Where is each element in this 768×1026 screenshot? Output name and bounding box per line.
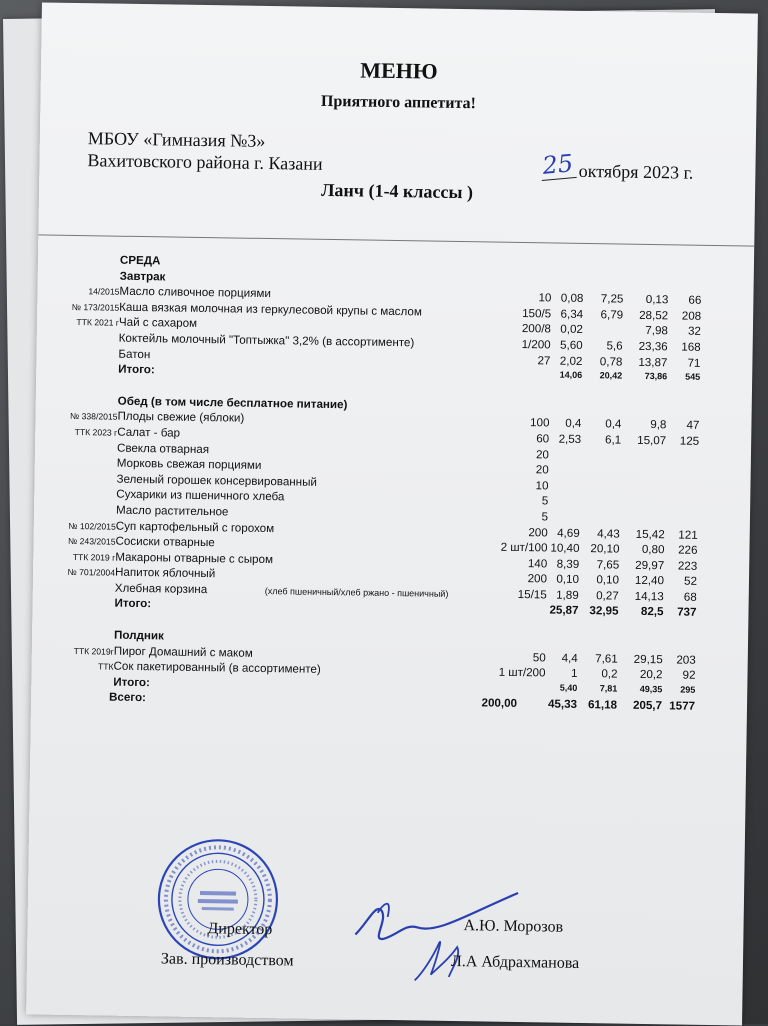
item-weight: 27 <box>537 353 551 368</box>
item-name: Суп картофельный с горохом <box>115 519 275 535</box>
item-fat: 20,10 <box>590 542 620 556</box>
snack-total: Итого: 5,40 7,81 49,35 295 <box>113 675 696 695</box>
item-protein: 6,34 <box>560 307 584 321</box>
item-name: Масло растительное <box>115 503 229 519</box>
item-fat: 7,25 <box>600 292 624 306</box>
item-kcal: 68 <box>683 590 697 604</box>
item-protein: 0,10 <box>556 572 580 587</box>
item-fat: 6,1 <box>604 433 622 447</box>
round-seal-stamp <box>155 836 281 962</box>
item-protein: 1,89 <box>556 588 579 602</box>
item-weight: 1/200 <box>521 337 551 352</box>
item-fat: 6,79 <box>600 308 624 322</box>
item-kcal: 52 <box>683 574 698 589</box>
item-kcal: 121 <box>678 528 698 542</box>
item-name: Коктейль молочный "Топтыжка" 3,2% (в ассортименте) <box>118 331 415 350</box>
item-carbs: 12,40 <box>634 574 665 588</box>
date-month-year: октября 2023 г. <box>578 160 694 183</box>
lunch-heading: Ланч (1-4 классы ) <box>320 179 474 203</box>
item-name: Морковь свежая порциями <box>116 456 262 473</box>
director-name: А.Ю. Морозов <box>463 917 564 936</box>
item-protein: 1 <box>570 667 578 681</box>
item-kcal: 203 <box>676 653 696 667</box>
item-name: Пирог Домашний с маком <box>113 644 253 660</box>
item-name: Сок пакетированный (в ассортименте) <box>113 659 321 677</box>
item-fat: 0,10 <box>596 573 620 587</box>
item-code: ТТК <box>97 661 114 672</box>
lunch-items <box>33 409 752 607</box>
item-weight: 100 <box>530 416 550 430</box>
item-carbs: 7,98 <box>645 324 669 338</box>
item-code: ТТК 2019г <box>73 645 114 657</box>
item-protein: 10,40 <box>550 541 580 556</box>
page-title: МЕНЮ <box>360 57 438 84</box>
item-name-note: (хлеб пшеничный/хлеб ржано - пшеничный) <box>264 585 449 599</box>
item-fat: 7,61 <box>595 651 618 666</box>
item-weight: 10 <box>535 478 549 493</box>
breakfast-total: Итого: 14,06 20,42 73,86 545 <box>118 362 701 382</box>
item-name: Зеленый горошек консервированный <box>116 472 318 489</box>
school-district: Вахитовского района г. Казани <box>87 150 323 174</box>
item-protein: 8,39 <box>556 557 580 571</box>
item-weight: 200 <box>527 572 548 586</box>
menu-table <box>31 252 754 716</box>
item-carbs: 29,15 <box>633 652 663 666</box>
item-code: № 701/2004 <box>67 567 116 578</box>
item-protein: 0,08 <box>560 291 584 306</box>
item-fat: 7,65 <box>596 557 620 572</box>
school-name: МБОУ «Гимназия №3» <box>87 128 266 151</box>
day-label: СРЕДА <box>119 253 161 268</box>
item-name: Батон <box>118 347 151 361</box>
item-kcal: 168 <box>681 340 701 354</box>
item-carbs: 15,07 <box>637 433 667 448</box>
lunch-total: Итого: 25,87 32,95 82,5 737 <box>114 597 697 620</box>
grand-total: Всего: 200,00 45,33 61,18 205,7 1577 <box>108 691 696 714</box>
item-carbs: 20,2 <box>639 668 663 682</box>
item-carbs: 13,87 <box>638 355 668 369</box>
item-weight: 60 <box>536 432 550 446</box>
breakfast-title: Завтрак <box>119 269 166 284</box>
item-carbs: 0,13 <box>645 293 669 307</box>
item-fat: 0,2 <box>601 667 618 681</box>
item-protein: 2,53 <box>558 432 582 446</box>
item-kcal: 125 <box>679 434 700 448</box>
production-name: Л.А Абдрахманова <box>450 952 580 972</box>
item-code: 14/2015 <box>88 286 120 297</box>
item-weight: 50 <box>532 650 546 665</box>
item-kcal: 71 <box>687 356 701 370</box>
date-day-handwritten: 25 <box>539 149 576 181</box>
item-weight: 5 <box>541 494 549 508</box>
item-weight: 5 <box>541 510 549 524</box>
item-name: Напиток яблочный <box>114 565 216 581</box>
item-protein: 2,02 <box>559 354 583 368</box>
item-protein: 0,4 <box>565 417 582 431</box>
item-carbs: 0,80 <box>641 543 665 557</box>
menu-date <box>540 149 694 185</box>
item-weight: 200/8 <box>521 322 552 336</box>
item-carbs: 23,36 <box>638 339 668 354</box>
item-weight: 10 <box>538 291 552 305</box>
item-kcal: 223 <box>677 559 698 573</box>
item-kcal: 208 <box>681 309 702 323</box>
item-fat: 0,4 <box>605 417 622 431</box>
item-protein: 5,60 <box>559 338 583 352</box>
item-kcal: 226 <box>678 543 698 557</box>
item-carbs: 28,52 <box>639 308 669 323</box>
breakfast-items <box>36 284 753 373</box>
item-kcal: 32 <box>687 325 702 339</box>
item-name: Сухарики из пшеничного хлеба <box>116 487 285 504</box>
divider <box>38 234 754 246</box>
item-code: № 338/2015 <box>69 411 118 423</box>
item-protein: 4,4 <box>561 651 578 665</box>
production-label: Зав. производством <box>160 950 294 970</box>
item-fat: 0,27 <box>596 589 619 603</box>
item-weight: 150/5 <box>522 306 552 321</box>
item-kcal: 47 <box>686 418 700 433</box>
page-subtitle: Приятного аппетита! <box>320 92 477 113</box>
item-name: Хлебная корзина <box>114 581 208 596</box>
item-name: Макароны отварные с сыром <box>115 550 274 566</box>
item-code: № 102/2015 <box>68 520 116 532</box>
item-code: № 243/2015 <box>68 536 116 547</box>
item-carbs: 14,13 <box>634 589 664 604</box>
item-code: ТТК 2019 г <box>72 551 116 563</box>
item-weight: 1 шт/200 <box>498 665 546 680</box>
item-fat: 5,6 <box>606 339 623 353</box>
item-weight: 140 <box>527 556 548 571</box>
director-label: Директор <box>207 920 273 939</box>
item-code: ТТК 2021 г <box>76 317 120 329</box>
item-weight: 20 <box>535 463 549 477</box>
item-name: Каша вязкая молочная из геркулесовой крупы с маслом <box>119 300 422 319</box>
item-name: Свекла отварная <box>116 441 210 456</box>
item-carbs: 9,8 <box>650 418 667 432</box>
item-code: № 173/2015 <box>71 301 120 313</box>
item-name: Масло сливочное порциями <box>119 284 271 301</box>
item-name: Чай с сахаром <box>118 316 198 331</box>
item-kcal: 66 <box>688 293 702 308</box>
item-weight: 20 <box>535 447 550 461</box>
lunch-title: Обед (в том числе бесплатное питание) <box>117 394 348 412</box>
item-kcal: 92 <box>682 668 696 683</box>
item-weight: 15/15 <box>517 587 547 602</box>
item-protein: 4,69 <box>557 526 580 540</box>
menu-sheet <box>26 2 758 1025</box>
item-fat: 0,78 <box>599 354 623 369</box>
item-carbs: 15,42 <box>635 527 665 541</box>
item-carbs: 29,97 <box>635 558 665 572</box>
item-code: ТТК 2023 г <box>74 426 118 438</box>
item-fat: 4,43 <box>597 526 620 541</box>
item-protein: 0,02 <box>560 322 584 337</box>
item-name: Сосиски отварные <box>115 534 215 550</box>
item-weight: 200 <box>528 525 548 539</box>
item-name: Салат - бар <box>117 425 181 440</box>
item-weight: 2 шт/100 <box>500 540 548 555</box>
item-name: Плоды свежие (яблоки) <box>117 410 245 426</box>
snack-title: Полдник <box>113 628 164 643</box>
